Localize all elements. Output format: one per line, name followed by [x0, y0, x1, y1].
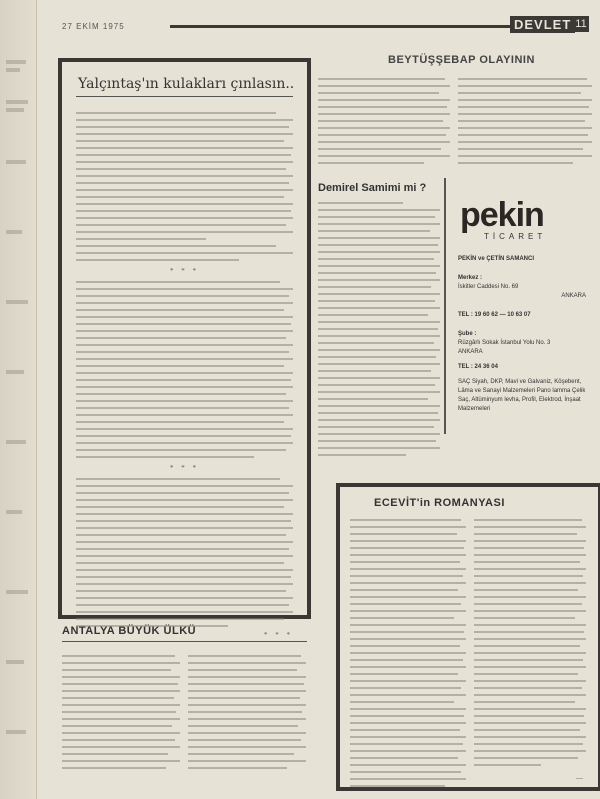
- article-ecevit-box: [336, 483, 600, 791]
- section-separator: * * *: [170, 464, 199, 472]
- article-beytussebap-title: BEYTÜŞŞEBAP OLAYININ: [388, 54, 535, 66]
- company-name: PEKİN ve ÇETİN SAMANCI: [458, 256, 535, 262]
- center-tel: TEL : 19 60 62 — 10 63 07: [458, 312, 531, 318]
- pekin-logo-subtitle: TİCARET: [484, 232, 547, 241]
- page-number: 11: [573, 16, 589, 32]
- paper-name: DEVLET: [510, 16, 575, 33]
- article-ecevit-title: ECEVİT'in ROMANYASI: [374, 497, 505, 509]
- product-list: SAÇ Siyah, DKP, Mavi ve Galvaniz, Köşebent, Lâma ve Sanayi Malzemeleri Pano lamma Çelik Saç, Altüminyum levha, Profil, Elektrod, İnşaat Malzemeleri: [458, 379, 586, 412]
- article-ecevit-col1: [350, 519, 466, 787]
- masthead-rule: [170, 25, 510, 28]
- branch-label: Şube :: [458, 331, 477, 337]
- pekin-advertisement: [444, 178, 594, 434]
- center-city: ANKARA: [561, 293, 586, 299]
- article-demirel-body: [318, 202, 440, 456]
- article-ecevit-col2: [474, 519, 586, 782]
- branch-address: Rüzgârlı Sokak İstanbul Yolu No. 3: [458, 340, 551, 346]
- article-antalya-col2: [188, 655, 306, 769]
- article-yalcintas-title: Yalçıntaş'ın kulakları çınlasın..: [78, 76, 295, 92]
- pekin-logo: pekin: [460, 196, 544, 234]
- article-demirel-title: Demirel Samimi mi ?: [318, 182, 427, 194]
- title-rule: [62, 641, 307, 642]
- section-separator: * * *: [264, 631, 293, 639]
- article-antalya-title: ANTALYA BÜYÜK ÜLKÜ: [62, 625, 197, 637]
- article-end-mark: —: [576, 774, 586, 782]
- previous-page-edge: [0, 0, 37, 799]
- issue-date: 27 EKİM 1975: [62, 22, 125, 31]
- branch-tel: TEL : 24 36 04: [458, 364, 498, 370]
- section-separator: * * *: [170, 267, 199, 275]
- center-label: Merkez :: [458, 275, 483, 281]
- center-address: İskitler Caddesi No. 69: [458, 284, 519, 290]
- title-rule: [76, 96, 293, 97]
- article-yalcintas-body: [76, 112, 293, 643]
- newspaper-page: [40, 0, 600, 799]
- article-beytussebap-col2: [458, 78, 592, 164]
- branch-city: ANKARA: [458, 349, 483, 355]
- article-antalya-col1: [62, 655, 180, 769]
- article-beytussebap-col1: [318, 78, 450, 164]
